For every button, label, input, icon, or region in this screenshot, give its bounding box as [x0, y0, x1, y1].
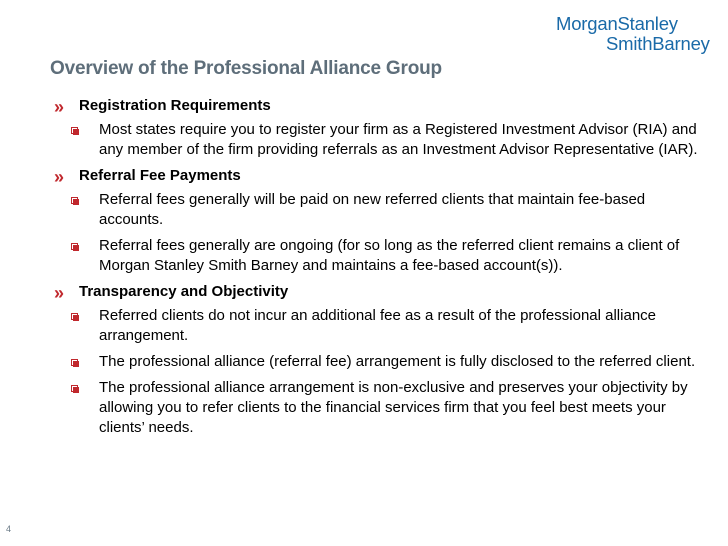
chevron-bullet-icon: » [54, 283, 65, 303]
list-item [0, 190, 728, 230]
section-heading-label: Referral Fee Payments [79, 167, 241, 184]
logo-line-1: MorganStanley [556, 13, 678, 34]
square-bullet-icon [71, 385, 78, 392]
list-item-text: The professional alliance arrangement is non-exclusive and preserves your objectivity by allowing you to refer clients to the financial services firm that you feel best meets your clients’ needs. [99, 379, 688, 436]
logo-line-2: SmithBarney [606, 33, 710, 54]
square-bullet-icon [71, 127, 78, 134]
list-item-text: Referral fees generally are ongoing (for so long as the referred client remains a client of Morgan Stanley Smith Barney and maintains a fee-based account(s)). [99, 237, 680, 274]
chevron-bullet-icon: » [54, 97, 65, 117]
section-heading [0, 96, 728, 120]
chevron-bullet-icon: » [54, 167, 65, 187]
section-heading [0, 282, 728, 306]
list-item-text: Referred clients do not incur an additional fee as a result of the professional alliance arrangement. [99, 307, 656, 344]
square-bullet-icon [71, 243, 78, 250]
list-item-text: The professional alliance (referral fee) arrangement is fully disclosed to the referred client. [99, 353, 696, 370]
list-item [0, 236, 728, 276]
section-heading-label: Transparency and Objectivity [79, 283, 289, 300]
section-heading-label: Registration Requirements [79, 97, 271, 114]
list-item [0, 378, 728, 438]
slide-content [0, 96, 728, 444]
list-item-text: Most states require you to register your firm as a Registered Investment Advisor (RIA) and any member of the firm providing referrals as an Investment Advisor Representative (IAR). [99, 121, 698, 158]
section-referral-fee-payments [0, 166, 728, 276]
section-heading [0, 166, 728, 190]
morgan-stanley-smith-barney-logo [556, 14, 710, 54]
list-item [0, 352, 728, 372]
section-transparency-and-objectivity [0, 282, 728, 438]
list-item [0, 120, 728, 160]
page-number: 4 [6, 524, 12, 534]
slide-title: Overview of the Professional Alliance Group [50, 58, 442, 79]
square-bullet-icon [71, 313, 78, 320]
list-item [0, 306, 728, 346]
section-registration-requirements [0, 96, 728, 160]
square-bullet-icon [71, 359, 78, 366]
list-item-text: Referral fees generally will be paid on new referred clients that maintain fee-based accounts. [99, 191, 646, 228]
square-bullet-icon [71, 197, 78, 204]
